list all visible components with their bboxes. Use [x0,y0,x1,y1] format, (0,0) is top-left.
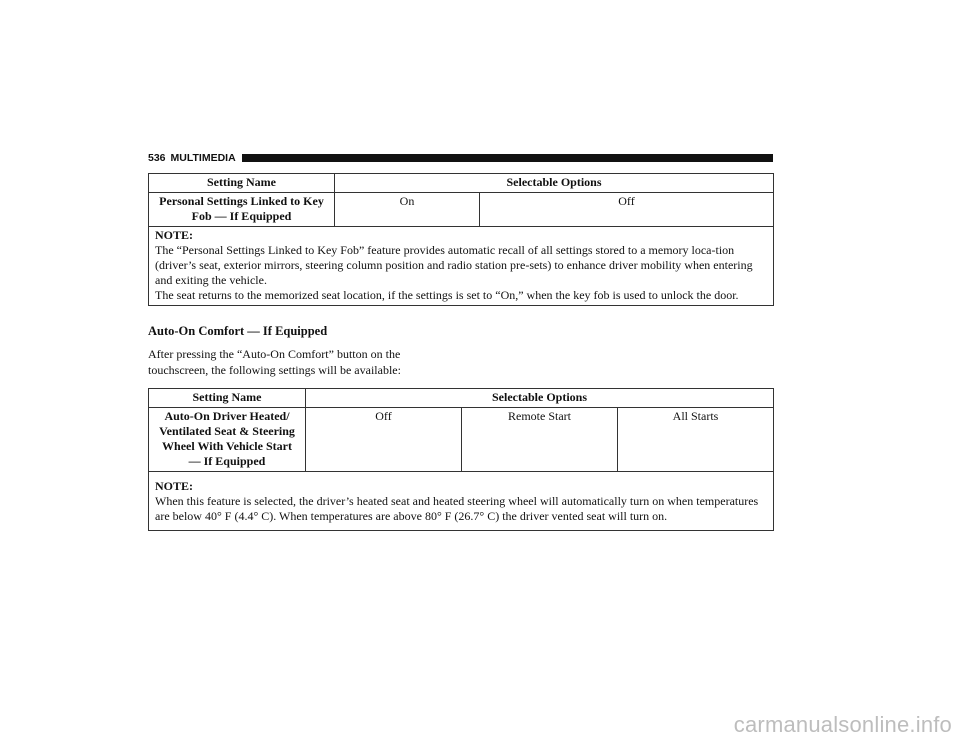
section-heading: Auto-On Comfort — If Equipped [148,324,328,338]
selectable-options-header: Selectable Options [335,174,774,193]
auto-on-comfort-table [148,388,774,531]
option-cell: Remote Start [462,408,618,472]
paragraph-line: After pressing the “Auto-On Comfort” button on the [148,347,401,361]
personal-settings-table [148,173,774,306]
table-header-row [149,174,774,193]
setting-name-header: Setting Name [149,174,335,193]
setting-name-cell: Auto-On Driver Heated/ Ventilated Seat & Steering Wheel With Vehicle Start — If Equipped [149,408,306,472]
note-row [149,472,774,531]
note-paragraph: When this feature is selected, the driver’s heated seat and heated steering wheel will automatically turn on when temperatures are below 40° F (4.4° C). When temperatures are above 80° F (26.7° C) the driver vented seat will turn on. [155,494,759,523]
paragraph-line: touchscreen, the following settings will be available: [148,363,401,377]
note-cell [149,472,774,531]
note-label: NOTE: [155,228,194,242]
setting-name-header: Setting Name [149,389,306,408]
setting-name-cell: Personal Settings Linked to Key Fob — If Equipped [149,193,335,227]
option-cell: Off [480,193,774,227]
option-cell: On [335,193,480,227]
note-label: NOTE: [155,479,194,493]
option-cell: Off [306,408,462,472]
selectable-options-header: Selectable Options [306,389,774,408]
note-paragraph: The “Personal Settings Linked to Key Fob” feature provides automatic recall of all settings stored to a memory loca-tion (driver’s seat, exterior mirrors, steering column position and radio station pre-sets) to enhance driver mobility when entering and exiting the vehicle. [155,243,753,287]
note-cell [149,227,774,306]
page-number: 536 [148,152,166,164]
table-row [149,408,774,472]
note-paragraph: The seat returns to the memorized seat location, if the settings is set to “On,” when the key fob is used to unlock the door. [155,288,739,302]
section-name: MULTIMEDIA [170,152,236,164]
watermark: carmanualsonline.info [733,712,952,737]
option-cell: All Starts [618,408,774,472]
table-header-row [149,389,774,408]
table-row [149,193,774,227]
section-paragraph [148,346,453,378]
header-rule [242,154,773,162]
page-header [148,151,773,165]
note-row [149,227,774,306]
